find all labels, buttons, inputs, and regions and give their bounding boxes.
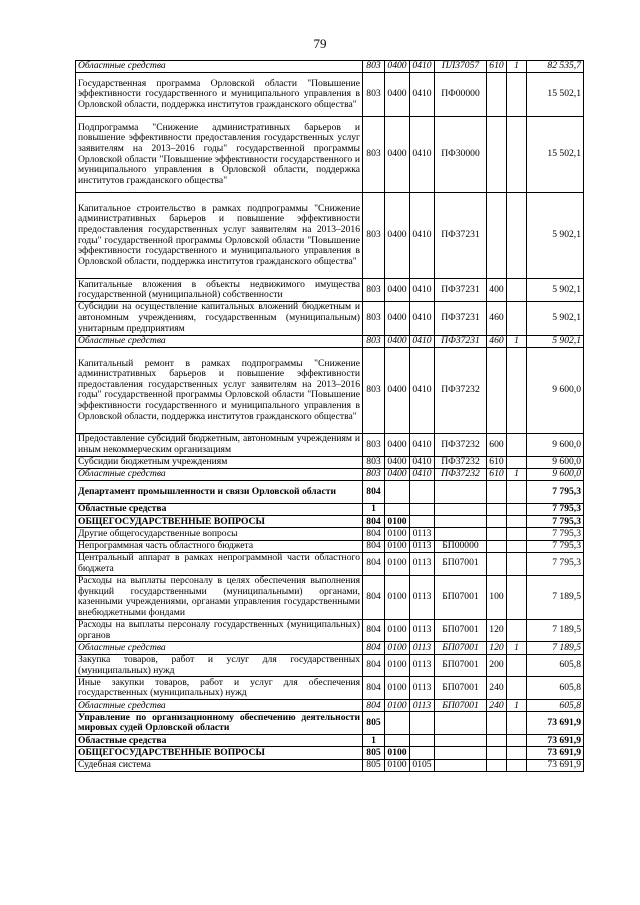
row-vedomstvo-cell: 804 (363, 619, 385, 642)
row-vedomstvo-cell: 804 (363, 540, 385, 552)
row-podrazdel-cell: 0113 (410, 677, 435, 700)
row-expense-type-cell: 200 (487, 654, 507, 677)
row-name-cell: Предоставление субсидий бюджетным, автономным учреждениям и иным некоммерческим организациям (76, 434, 363, 457)
row-vedomstvo-cell: 804 (363, 516, 385, 528)
row-razdel-cell: 0100 (385, 747, 410, 759)
table-row (76, 192, 584, 278)
row-podrazdel-cell: 0410 (410, 434, 435, 457)
row-amount-cell: 9 600,0 (527, 347, 584, 433)
row-amount-cell: 7 795,3 (527, 481, 584, 504)
row-razdel-cell: 0100 (385, 677, 410, 700)
row-expense-type-cell: 610 (487, 61, 507, 73)
row-source-cell: 1 (507, 642, 527, 654)
row-amount-cell: 73 691,9 (527, 735, 584, 747)
row-target-article-cell: ПФ37231 (435, 335, 487, 347)
row-razdel-cell: 0100 (385, 540, 410, 552)
row-name-cell: Областные средства (76, 469, 363, 481)
row-podrazdel-cell: 0113 (410, 575, 435, 619)
row-source-cell (507, 456, 527, 468)
row-razdel-cell: 0100 (385, 552, 410, 575)
row-name-cell: Капитальные вложения в объекты недвижимого имущества государственной (муниципальной) собственности (76, 279, 363, 302)
row-amount-cell: 82 535,7 (527, 61, 584, 73)
row-amount-cell: 73 691,9 (527, 747, 584, 759)
row-name-cell: Областные средства (76, 700, 363, 712)
table-row (76, 619, 584, 642)
table-row (76, 700, 584, 712)
row-name-cell: Субсидии на осуществление капитальных вложений бюджетным и автономным учреждениям, государственным (муниципальным) унитарным предприятиям (76, 302, 363, 335)
row-target-article-cell: ПФ37231 (435, 302, 487, 335)
row-expense-type-cell (487, 759, 507, 771)
row-expense-type-cell (487, 528, 507, 540)
row-source-cell (507, 735, 527, 747)
row-source-cell (507, 759, 527, 771)
row-vedomstvo-cell: 803 (363, 279, 385, 302)
row-amount-cell: 605,8 (527, 677, 584, 700)
row-razdel-cell (385, 712, 410, 735)
row-expense-type-cell (487, 73, 507, 117)
row-razdel-cell: 0400 (385, 192, 410, 278)
row-name-cell: Областные средства (76, 335, 363, 347)
row-name-cell: Областные средства (76, 735, 363, 747)
table-row (76, 434, 584, 457)
row-podrazdel-cell (410, 504, 435, 516)
row-razdel-cell: 0400 (385, 61, 410, 73)
row-source-cell (507, 528, 527, 540)
row-amount-cell: 73 691,9 (527, 759, 584, 771)
table-row (76, 552, 584, 575)
table-row (76, 575, 584, 619)
row-name-cell: Непрограммная часть областного бюджета (76, 540, 363, 552)
row-amount-cell: 5 902,1 (527, 192, 584, 278)
table-row (76, 654, 584, 677)
row-expense-type-cell (487, 712, 507, 735)
row-target-article-cell: ПФ00000 (435, 73, 487, 117)
row-podrazdel-cell (410, 747, 435, 759)
row-amount-cell: 5 902,1 (527, 302, 584, 335)
row-target-article-cell (435, 516, 487, 528)
row-name-cell: Капитальное строительство в рамках подпрограммы "Снижение административных барьеров и повышение эффективности предоставления государственных услуг заявителям на 2013–2016 годы" государственной программы Орловской области "Повышение эффективности государственного и муниципального управления в Орловской области, поддержка институтов гражданского общества" (76, 192, 363, 278)
row-vedomstvo-cell: 805 (363, 759, 385, 771)
row-name-cell: Иные закупки товаров, работ и услуг для обеспечения государственных (муниципальных) нужд (76, 677, 363, 700)
row-amount-cell: 7 795,3 (527, 516, 584, 528)
row-source-cell (507, 279, 527, 302)
row-expense-type-cell: 460 (487, 335, 507, 347)
row-name-cell: Управление по организационному обеспечению деятельности мировых судей Орловской области (76, 712, 363, 735)
row-vedomstvo-cell: 804 (363, 677, 385, 700)
row-vedomstvo-cell: 804 (363, 654, 385, 677)
row-amount-cell: 7 189,5 (527, 642, 584, 654)
row-razdel-cell: 0400 (385, 347, 410, 433)
table-row (76, 504, 584, 516)
row-vedomstvo-cell: 803 (363, 117, 385, 193)
table-row (76, 735, 584, 747)
row-source-cell: 1 (507, 335, 527, 347)
row-podrazdel-cell: 0410 (410, 73, 435, 117)
row-podrazdel-cell: 0113 (410, 540, 435, 552)
row-target-article-cell: ПФ37231 (435, 279, 487, 302)
row-podrazdel-cell: 0410 (410, 192, 435, 278)
row-name-cell: Расходы на выплаты персоналу государственных (муниципальных) органов (76, 619, 363, 642)
row-expense-type-cell: 240 (487, 700, 507, 712)
row-target-article-cell: БП00000 (435, 540, 487, 552)
row-razdel-cell: 0100 (385, 759, 410, 771)
row-podrazdel-cell: 0410 (410, 61, 435, 73)
row-name-cell: Областные средства (76, 61, 363, 73)
row-razdel-cell: 0100 (385, 654, 410, 677)
row-name-cell: Судебная система (76, 759, 363, 771)
row-vedomstvo-cell: 803 (363, 434, 385, 457)
row-name-cell: Капитальный ремонт в рамках подпрограммы "Снижение административных барьеров и повышение эффективности предоставления государственных услуг заявителям на 2013–2016 годы" государственной программы Орловской области "Повышение эффективности государственного и муниципального управления в Орловской области, поддержка институтов гражданского общества" (76, 347, 363, 433)
row-amount-cell: 5 902,1 (527, 335, 584, 347)
row-target-article-cell (435, 747, 487, 759)
row-vedomstvo-cell: 803 (363, 61, 385, 73)
row-razdel-cell: 0400 (385, 335, 410, 347)
row-amount-cell: 9 600,0 (527, 469, 584, 481)
row-podrazdel-cell: 0113 (410, 700, 435, 712)
row-expense-type-cell: 610 (487, 469, 507, 481)
row-source-cell (507, 516, 527, 528)
page-number: 79 (313, 36, 327, 51)
row-name-cell: Подпрограмма "Снижение административных барьеров и повышение эффективности предоставления государственных услуг заявителям на 2013–2016 годы" государственной программы Орловской области "Повышение эффективности государственного и муниципального управления в Орловской области, поддержка институтов гражданского общества" (76, 117, 363, 193)
row-razdel-cell (385, 481, 410, 504)
row-vedomstvo-cell: 1 (363, 735, 385, 747)
row-razdel-cell: 0400 (385, 456, 410, 468)
row-expense-type-cell: 400 (487, 279, 507, 302)
row-target-article-cell: ПФ37232 (435, 456, 487, 468)
row-expense-type-cell (487, 516, 507, 528)
row-vedomstvo-cell: 803 (363, 192, 385, 278)
row-source-cell (507, 677, 527, 700)
row-target-article-cell: БП07001 (435, 654, 487, 677)
row-target-article-cell (435, 759, 487, 771)
row-name-cell: Государственная программа Орловской области "Повышение эффективности государственного и муниципального управления в Орловской области, поддержка институтов гражданского общества" (76, 73, 363, 117)
row-amount-cell: 7 189,5 (527, 619, 584, 642)
row-vedomstvo-cell: 805 (363, 747, 385, 759)
row-vedomstvo-cell: 804 (363, 528, 385, 540)
row-podrazdel-cell (410, 712, 435, 735)
row-target-article-cell (435, 481, 487, 504)
row-podrazdel-cell (410, 735, 435, 747)
row-source-cell (507, 654, 527, 677)
row-razdel-cell: 0400 (385, 117, 410, 193)
row-expense-type-cell (487, 540, 507, 552)
row-target-article-cell: БП07001 (435, 700, 487, 712)
row-expense-type-cell: 120 (487, 619, 507, 642)
row-podrazdel-cell: 0113 (410, 642, 435, 654)
row-source-cell: 1 (507, 61, 527, 73)
row-name-cell: Другие общегосударственные вопросы (76, 528, 363, 540)
row-amount-cell: 7 189,5 (527, 575, 584, 619)
row-razdel-cell: 0400 (385, 302, 410, 335)
row-target-article-cell: ПФ37232 (435, 347, 487, 433)
row-expense-type-cell (487, 481, 507, 504)
row-podrazdel-cell: 0113 (410, 528, 435, 540)
row-razdel-cell: 0400 (385, 434, 410, 457)
row-source-cell (507, 434, 527, 457)
row-podrazdel-cell: 0113 (410, 552, 435, 575)
row-vedomstvo-cell: 803 (363, 456, 385, 468)
row-expense-type-cell: 240 (487, 677, 507, 700)
row-vedomstvo-cell: 805 (363, 712, 385, 735)
row-vedomstvo-cell: 804 (363, 642, 385, 654)
table-row (76, 540, 584, 552)
row-razdel-cell (385, 735, 410, 747)
row-razdel-cell: 0100 (385, 700, 410, 712)
row-target-article-cell: ПФ37232 (435, 469, 487, 481)
row-podrazdel-cell: 0410 (410, 347, 435, 433)
row-target-article-cell: ПФ30000 (435, 117, 487, 193)
row-razdel-cell: 0400 (385, 469, 410, 481)
table-row (76, 677, 584, 700)
table-row (76, 347, 584, 433)
budget-table (75, 60, 584, 772)
row-expense-type-cell (487, 504, 507, 516)
table-row (76, 73, 584, 117)
row-name-cell: ОБЩЕГОСУДАРСТВЕННЫЕ ВОПРОСЫ (76, 516, 363, 528)
row-expense-type-cell (487, 192, 507, 278)
row-source-cell (507, 712, 527, 735)
row-podrazdel-cell: 0410 (410, 279, 435, 302)
row-target-article-cell: БП07001 (435, 575, 487, 619)
row-target-article-cell: ПФ37232 (435, 434, 487, 457)
budget-table-body (76, 61, 584, 772)
row-amount-cell: 73 691,9 (527, 712, 584, 735)
row-expense-type-cell: 100 (487, 575, 507, 619)
row-podrazdel-cell: 0410 (410, 117, 435, 193)
table-row (76, 335, 584, 347)
row-name-cell: Областные средства (76, 642, 363, 654)
row-amount-cell: 7 795,3 (527, 540, 584, 552)
row-target-article-cell: БП07001 (435, 619, 487, 642)
row-vedomstvo-cell: 803 (363, 302, 385, 335)
table-row (76, 747, 584, 759)
table-row (76, 302, 584, 335)
row-razdel-cell: 0400 (385, 279, 410, 302)
row-target-article-cell: БП07001 (435, 642, 487, 654)
row-vedomstvo-cell: 1 (363, 504, 385, 516)
row-razdel-cell: 0100 (385, 619, 410, 642)
row-vedomstvo-cell: 804 (363, 700, 385, 712)
row-amount-cell: 7 795,3 (527, 528, 584, 540)
row-expense-type-cell (487, 347, 507, 433)
row-expense-type-cell (487, 552, 507, 575)
row-name-cell: Расходы на выплаты персоналу в целях обеспечения выполнения функций государственными (муниципальными) органами, казенными учреждениями, органами управления государственными внебюджетными фондами (76, 575, 363, 619)
row-target-article-cell (435, 712, 487, 735)
row-name-cell: Областные средства (76, 504, 363, 516)
row-razdel-cell: 0100 (385, 575, 410, 619)
row-source-cell (507, 540, 527, 552)
row-razdel-cell (385, 504, 410, 516)
row-expense-type-cell: 460 (487, 302, 507, 335)
row-expense-type-cell (487, 747, 507, 759)
table-row (76, 61, 584, 73)
row-razdel-cell: 0400 (385, 73, 410, 117)
row-podrazdel-cell: 0410 (410, 335, 435, 347)
row-amount-cell: 15 502,1 (527, 73, 584, 117)
row-amount-cell: 15 502,1 (527, 117, 584, 193)
table-row (76, 528, 584, 540)
row-vedomstvo-cell: 803 (363, 469, 385, 481)
row-razdel-cell: 0100 (385, 516, 410, 528)
table-row (76, 469, 584, 481)
row-vedomstvo-cell: 803 (363, 73, 385, 117)
row-amount-cell: 7 795,3 (527, 552, 584, 575)
row-amount-cell: 9 600,0 (527, 456, 584, 468)
row-podrazdel-cell: 0113 (410, 654, 435, 677)
row-podrazdel-cell (410, 516, 435, 528)
row-target-article-cell (435, 735, 487, 747)
row-source-cell (507, 302, 527, 335)
row-podrazdel-cell (410, 481, 435, 504)
row-expense-type-cell: 610 (487, 456, 507, 468)
row-target-article-cell (435, 528, 487, 540)
row-target-article-cell: ПЛ37057 (435, 61, 487, 73)
row-podrazdel-cell: 0410 (410, 302, 435, 335)
row-target-article-cell: БП07001 (435, 677, 487, 700)
row-source-cell: 1 (507, 469, 527, 481)
row-source-cell (507, 747, 527, 759)
row-vedomstvo-cell: 803 (363, 347, 385, 433)
table-row (76, 712, 584, 735)
row-source-cell (507, 619, 527, 642)
row-vedomstvo-cell: 803 (363, 335, 385, 347)
row-podrazdel-cell: 0410 (410, 456, 435, 468)
row-target-article-cell: БП07001 (435, 552, 487, 575)
row-vedomstvo-cell: 804 (363, 575, 385, 619)
row-podrazdel-cell: 0113 (410, 619, 435, 642)
row-expense-type-cell (487, 735, 507, 747)
table-row (76, 456, 584, 468)
row-name-cell: Закупка товаров, работ и услуг для государственных (муниципальных) нужд (76, 654, 363, 677)
row-name-cell: Департамент промышленности и связи Орловской области (76, 481, 363, 504)
table-row (76, 481, 584, 504)
row-name-cell: Субсидии бюджетным учреждениям (76, 456, 363, 468)
row-amount-cell: 9 600,0 (527, 434, 584, 457)
row-podrazdel-cell: 0410 (410, 469, 435, 481)
row-vedomstvo-cell: 804 (363, 552, 385, 575)
row-source-cell: 1 (507, 700, 527, 712)
row-target-article-cell (435, 504, 487, 516)
row-name-cell: ОБЩЕГОСУДАРСТВЕННЫЕ ВОПРОСЫ (76, 747, 363, 759)
row-amount-cell: 5 902,1 (527, 279, 584, 302)
row-amount-cell: 7 795,3 (527, 504, 584, 516)
table-row (76, 759, 584, 771)
row-name-cell: Центральный аппарат в рамках непрограммной части областного бюджета (76, 552, 363, 575)
row-expense-type-cell: 120 (487, 642, 507, 654)
row-amount-cell: 605,8 (527, 700, 584, 712)
row-source-cell (507, 117, 527, 193)
row-vedomstvo-cell: 804 (363, 481, 385, 504)
row-razdel-cell: 0100 (385, 642, 410, 654)
row-source-cell (507, 575, 527, 619)
row-razdel-cell: 0100 (385, 528, 410, 540)
table-row (76, 279, 584, 302)
row-expense-type-cell: 600 (487, 434, 507, 457)
table-row (76, 642, 584, 654)
row-source-cell (507, 481, 527, 504)
row-source-cell (507, 192, 527, 278)
row-target-article-cell: ПФ37231 (435, 192, 487, 278)
table-row (76, 516, 584, 528)
row-source-cell (507, 347, 527, 433)
table-row (76, 117, 584, 193)
row-amount-cell: 605,8 (527, 654, 584, 677)
row-source-cell (507, 73, 527, 117)
row-source-cell (507, 552, 527, 575)
row-podrazdel-cell: 0105 (410, 759, 435, 771)
row-expense-type-cell (487, 117, 507, 193)
row-source-cell (507, 504, 527, 516)
